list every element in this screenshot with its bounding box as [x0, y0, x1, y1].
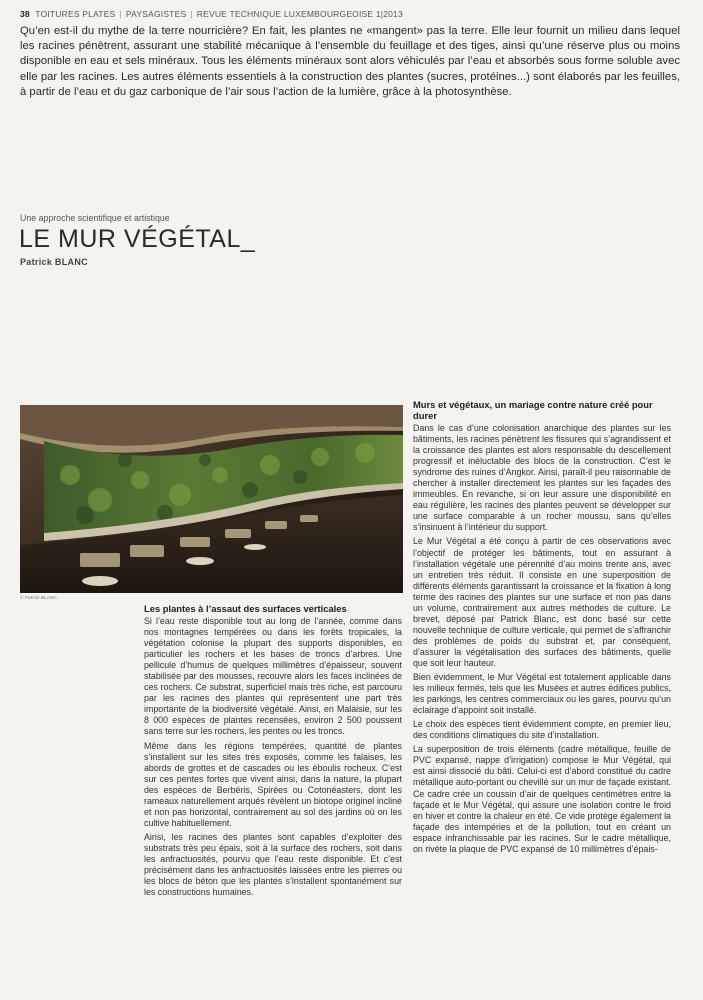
right-column-heading: Murs et végétaux, un mariage contre nature créé pour durer: [413, 399, 653, 421]
article-title: LE MUR VÉGÉTAL_: [19, 225, 256, 253]
header-subsection: PAYSAGISTES: [125, 9, 187, 19]
paragraph: Le choix des espèces tient évidemment compte, en premier lieu, des conditions climatiques du site d’installation.: [413, 719, 671, 741]
right-column: [413, 399, 671, 858]
paragraph: Dans le cas d’une colonisation anarchique des plantes sur les bâtiments, les racines pénètrent les fissures qui s’agrandissent et la croissance des plantes est alors responsable du descellement progressif et inéluctable des blocs de la construction. C’est le syndrome des ruines d’Angkor. Ainsi, paraît-il peu raisonnable de chercher à installer directement les plantes sur les façades des immeubles. En revanche, si on leur assure une disponibilité en eau régulière, les racines des plantes peuvent se développer sur une surface comparable à un rocher moussu, sans qu’elles s’insinuent à l’intérieur du support.: [413, 423, 671, 533]
header-separator: |: [190, 9, 193, 19]
intro-text: Qu’en est-il du mythe de la terre nourricière? En fait, les plantes ne «mangent» pas la terre. Elle leur fournit un milieu dans lequel les racines pénètrent, assurant une stabilité mécanique à l’ensemble du feuillage et des tiges, ainsi qu’une réserve plus ou moins disponible en eau et sels minéraux. Tous les éléments minéraux sont alors véhiculés par l’eau et absorbés sous forme soluble avec elle par les racines. Les autres éléments essentiels à la construction des plantes (sucres, protéines...) sont élaborés par les feuilles, à partir de l’eau et du gaz carbonique de l’air sous l’action de la lumière, grâce à la photosynthèse.: [20, 25, 680, 98]
article-author: Patrick BLANC: [20, 257, 88, 267]
paragraph: La superposition de trois éléments (cadre métallique, feuille de PVC expansé, nappe d’irrigation) compose le Mur Végétal, qui est ainsi dissocié du bâti. Celui-ci est d’abord constitué du cadre métallique auto-portant ou chevillé sur un mur de façade existant. Ce cadre crée un coussin d’air de quelques centimètres entre la façade et le Mur Végétal, qui assure une isolation contre le froid en hiver et contre la chaleur en été. Ce vide protège également la façade des intempéries et de la pollution, tout en créant un espace infranchissable par les racines. Sur le cadre métallique, on rivète la plaque de PVC expansé de 10 millimètres d’épais-: [413, 744, 671, 854]
photo-illustration: [20, 405, 403, 593]
paragraph: Bien évidemment, le Mur Végétal est totalement applicable dans les milieux fermés, tels que les Musées et autres édifices publics, les parkings, les centres commerciaux ou les gares, pourvu qu’un éclairage d’appoint soit installé.: [413, 672, 671, 716]
intro-paragraph: [20, 24, 680, 100]
photo-credit: © Patrick BLANC: [20, 596, 57, 601]
header-publication: REVUE TECHNIQUE LUXEMBOURGEOISE 1|2013: [196, 9, 403, 19]
left-column: [144, 603, 402, 901]
header-section: TOITURES PLATES: [35, 9, 116, 19]
running-header: [20, 9, 690, 19]
vertical-garden-photo: [20, 405, 403, 593]
left-column-heading: Les plantes à l’assaut des surfaces verticales: [144, 603, 347, 614]
paragraph: Le Mur Végétal a été conçu à partir de ces observations avec l’objectif de protéger les bâtiments, tout en assurant à l’installation végétale une pérennité d’au moins trente ans, avec un entretien très réduit. Il consiste en une superposition de différents éléments garantissant la croissance et la fixation à long terme des racines des plantes sur une surface et non pas dans un volume, contrairement aux autres méthodes de culture. Le brevet, déposé par Patrick Blanc, est donc basé sur cette nouvelle technique de culture verticale, qui permet de s’affranchir des problèmes de poids du substrat et, par conséquent, d’assurer la végétalisation des surfaces des bâtiments, quelle que soit leur hauteur.: [413, 536, 671, 668]
paragraph: Ainsi, les racines des plantes sont capables d’exploiter des substrats très peu épais, soit à la surface des rochers, soit dans les anfractuosités, pourvu que l’eau reste disponible. Et c’est précisément dans les anfractuosités laissées entre les pierres ou les blocs de béton que les plantes s’installent spontanément sur les constructions humaines.: [144, 831, 402, 898]
paragraph: Même dans les régions tempérées, quantité de plantes s’installent sur les sites très exposés, comme les falaises, les abords de grottes et de cascades ou les éboulis rocheux. C’est sur ces pentes fortes que vivent ainsi, dans la nature, la plupart des espèces de Berbéris, Spirées ou Cotonéasters, dont les rameaux naturellement arqués révèlent un biotope originel incliné et non pas horizontal, contrairement au sol des jardins où on les cultive habituellement.: [144, 740, 402, 828]
article-kicker: Une approche scientifique et artistique: [20, 213, 170, 223]
header-separator: |: [119, 9, 122, 19]
page-number: 38: [20, 9, 30, 19]
paragraph: Si l’eau reste disponible tout au long de l’année, comme dans nos montagnes tempérées ou dans les forêts tropicales, la végétation colonise la plupart des supports disponibles, en particulier les rochers et les bases de troncs d’arbres. Une pellicule d’humus de quelques millimètres d’épaisseur, souvent stabilisée par des mousses, recouvre alors les faces inclinées de ces rochers. Ce substrat, superficiel mais très riche, est parcouru par les racines des plantes qui représentent une part très importante de la biodiversité végétale. Ainsi, en Malaisie, sur les 8 000 espèces de plantes recensées, environ 2 500 poussent sans terre sur les rochers, les pentes ou les troncs.: [144, 616, 402, 737]
